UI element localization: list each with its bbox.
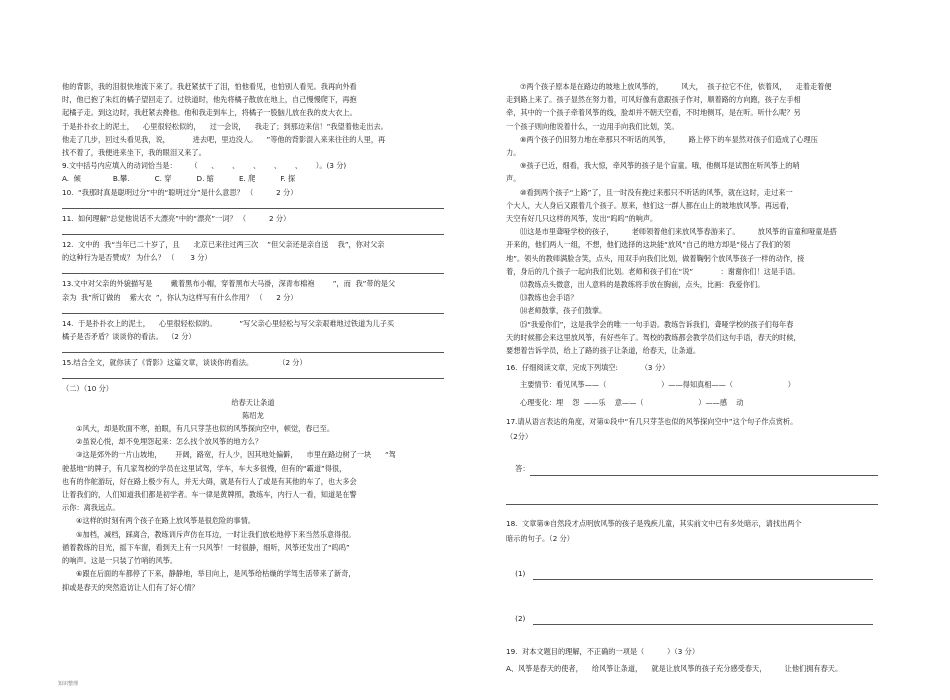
question-14: 14. 于是扑扑衣上的泥土， 心里很轻松似的。 ”写父亲心里轻松与写父亲艰难地过铁道为儿子买 — [62, 318, 395, 328]
text-line: 时，他已抱了朱红的橘子望回走了。过铁道时，他先将橘子散放在地上，自己慢慢爬下，再抱 — [62, 95, 357, 105]
paragraph-9-line: 声。 — [506, 174, 521, 184]
article-author: 陈绍龙 — [242, 410, 264, 420]
question-12: 12. 文中的 我“当年已二十岁了，且 北京已来往过两三次 ”但父亲还是亲自送 我”，你对父亲 — [62, 240, 385, 250]
question-9: 9.文中括号内应填入的动词恰当是： （ 、 、 、 、 、 ）。(3 分) — [62, 161, 347, 171]
paragraph-6-line: 抑或是春天的突然造访让人们有了好心情？ — [62, 582, 199, 592]
text-line: 起橘子走。到这边时，我赶紧去搀他。他和我走到车上，将橘子一股脑儿放在我的皮大衣上。 — [62, 108, 357, 118]
question-19: 19. 对本文题目的理解，不正确的一项是（ ）（3 分） — [506, 646, 700, 656]
paragraph-4: ④这样的时刻有两个孩子在路上放风筝是很危险的事情。 — [76, 516, 255, 526]
paragraph-7-line: 走到路上来了。孩子显然在努力着，可风好像有意跟孩子作对，顺着路的方向跑，孩子左手相 — [506, 95, 801, 105]
question-18-cont: 暗示的句子。（2 分） — [506, 534, 574, 544]
section-heading: （二）（10 分） — [62, 384, 113, 394]
answer-line[interactable] — [530, 466, 878, 476]
paragraph-3-line: 驶基地”的牌子，有几家驾校的学员在这里试驾，学车，车大多很慢，但有的“霸道”得很， — [62, 463, 347, 473]
paragraph-11-line: 地”。领头的教师满脸含笑，点头，用双手向我们比划，做着鞠躬个放风筝孩子一样的动作，接 — [506, 253, 805, 263]
question-13: 13.文中对父亲的外貌描写是 戴着黑布小帽，穿着黑布大马褂，深青布棉袍 ”，而 我”带的是父 — [62, 279, 396, 289]
question-18: 18. 文章第⑨自然段才点明放风筝的孩子是残疾儿童，其实前文中已有多处暗示，请找出两个 — [506, 518, 802, 528]
paragraph-3-line: 让着我们的，人们知道我们都是初学者。车一律是黄牌照，教练车，内行人一看，知道是在警 — [62, 490, 357, 500]
paragraph-7-line: 一个孩子则向他说着什么，一边用手向我们比划，笑。 — [506, 121, 679, 131]
paragraph-15-line: 天的时候都会来这里放风筝，有好些年了。驾校的教练都会教学员们这句手语，春天的时候， — [506, 332, 801, 342]
paragraph-13: ⒀教练也会手语？ — [520, 293, 578, 303]
paragraph-15-line: 要想着告诉学员，给上了路的孩子让条道，给春天，让条道。 — [506, 346, 701, 356]
paragraph-10-line: 个大人，大人身后又跟着几个孩子。原来，他们这一群人都在山上的坡地放风筝。再远看， — [506, 200, 794, 210]
answer-label: 答： — [515, 464, 530, 474]
paragraph-10-line: 天空有好几只这样的风筝，发出“呜呜”的响声。 — [506, 214, 658, 224]
answer-line[interactable] — [62, 343, 444, 353]
question-18-answer-2 — [506, 599, 878, 639]
paragraph-2: ②虽说心悦，却不免埋怨起来：怎么找个放风筝的地方么？ — [76, 437, 263, 447]
question-15: 15.结合全文，就你读了《背影》这篇文章，谈谈你的看法。 （2 分） — [62, 358, 307, 368]
question-16-mood: 心理变化：埋 怨 ——乐 意——（ ）——感 动 — [520, 397, 744, 407]
question-16-plot: 主要情节：看见风筝——（ ）——得知真相——（ ） — [520, 380, 795, 390]
paragraph-8: ⑧两个孩子仍旧努力地在牵那只不听话的风筝， 路上停下的车显然对孩子们造成了心理压 — [520, 134, 818, 144]
left-column — [62, 80, 444, 594]
question-11: 11. 如何理解“总觉他说话不大漂亮”中的“漂亮”一词？ （ 2 分） — [62, 213, 291, 223]
paragraph-11-line: 着，身后的几个孩子一起向我们比划。老师和孩子们在“说” ：谢谢你们！这是手语。 — [506, 266, 800, 276]
question-17-score: （2分） — [506, 432, 533, 442]
text-line: 他的背影，我的泪很快地流下来了。我赶紧拭干了泪，怕他看见，也怕别人看见。我再向外看 — [62, 82, 357, 91]
answer-line[interactable] — [533, 570, 873, 580]
right-column — [506, 80, 878, 675]
paragraph-5-line: 循着教练的目光，摇下车窗，看到天上有一只风筝！一时很静，细听，风筝还发出了“呜呜” — [62, 542, 350, 552]
page-footer: 知识整理 — [58, 681, 79, 687]
question-9-options: A. 倾 B.攀. C. 穿 D. 缩 E. 爬 F. 探 — [62, 174, 296, 184]
answer-line[interactable] — [62, 304, 444, 314]
answer-line[interactable] — [62, 225, 444, 235]
text-line: 找不着了，我便进来坐下，我的眼泪又来了。 — [62, 148, 206, 158]
answer-line[interactable] — [533, 615, 873, 625]
question-18-answer-1 — [506, 553, 878, 593]
question-19-option-a: A、风筝是春天的使者， 给风筝让条道， 就是让放风筝的孩子充分感受春天， 让他们拥有春天。 — [506, 663, 843, 673]
paragraph-10: ⑩看到两个孩子“上路”了，且一时没有挽过来那只不听话的风筝，就在这时，走过来一 — [520, 187, 793, 197]
paragraph-7-line: 牵，其中的一个孩子牵着风筝的线，脸却并不朝天空看，不时地侧耳，是在听。听什么呢？另 — [506, 108, 801, 118]
answer-line[interactable] — [506, 495, 878, 505]
paragraph-3-line: 也有的作舵游玩，好在路上极少有人，并无大碍，就是有行人了或是有其他的车了，也大多会 — [62, 476, 357, 486]
article-title: 给春天让条道 — [231, 397, 275, 407]
answer-line[interactable] — [62, 264, 444, 274]
question-10: 10. “我那时真是聪明过分”中的“聪明过分”是什么意思？ （ 2 分） — [62, 187, 298, 197]
paragraph-11: ⑾这是市里聋哑学校的孩子， 老师领着他们来放风筝春游来了。 放风筝的盲童和哑童是搭 — [520, 227, 837, 237]
paragraph-5-line: 的响声。这是一只装了竹哨的风筝。 — [62, 556, 178, 566]
paragraph-7: ⑦两个孩子原本是在路边的坡地上放风筝的， 风大， 孩子拉它不住，依着风， 走着走着便 — [520, 82, 832, 91]
question-16: 16. 仔细阅读文章，完成下列填空: （3 分） — [506, 363, 670, 373]
paragraph-11-line: 开来的，他们两人一组，不想，他们选择的这块能“放风”自己的地方却是“侵占了我们的领 — [506, 240, 791, 250]
paragraph-14: ⒁老师鼓掌，孩子们鼓掌。 — [520, 306, 607, 316]
text-line: 于是扑扑衣上的泥土， 心里很轻松似的， 过一会说， 我走了；到那边来信！”我望着他走出去。 — [62, 121, 388, 131]
question-13-cont: 亲为 我”所订做的 紫大衣 ”，你认为这样写有什么作用？ （ 2 分） — [62, 292, 298, 302]
answer-line[interactable] — [62, 199, 444, 209]
question-14-cont: 橘子是否矛盾？谈谈你的看法。 （2 分） — [62, 332, 196, 342]
question-17-answer-row — [506, 449, 878, 489]
answer-number: (1) — [515, 568, 526, 578]
answer-line[interactable] — [62, 369, 444, 379]
paragraph-9: ⑨孩子已近，细看，我大惊，牵风筝的孩子是个盲童。哦，他侧耳是试图在听风筝上的哨 — [520, 161, 800, 171]
paragraph-1: ①风大，却是吹面不寒，拍眼，有几只芽茎也似的风筝探向空中，顿觉，春已至。 — [76, 424, 335, 434]
question-12-cont: 的这种行为是否赞成？ 为什么？ （ 3 分） — [62, 253, 212, 263]
paragraph-3-line: 示你：离我远点。 — [62, 503, 120, 513]
text-line: 他走了几步，回过头看见我，说， 进去吧，里边没人。 ”等他的背影混入来来往往的人里，再 — [62, 134, 386, 144]
paragraph-5: ⑤加档，减档，踩离合，教练训斥声仿在耳边，一时让我们放松地停下来当然乐意得很。 — [76, 529, 356, 539]
paragraph-6: ⑥跟在后面的车都停了下来，静静地，举目向上，是风筝给枯燥的学驾生活带来了新奇， — [76, 569, 356, 579]
paragraph-12: ⑿教练点头微意，出人意料的是教练将手放在胸前，点头，比画：我爱你们。 — [520, 280, 765, 290]
paragraph-3: ③这是郊外的一片山坡地， 开阔，路宽，行人少，因其地处偏僻， 市里在路边树了一块 “驾 — [76, 450, 396, 460]
paragraph-15: ⒂“我爱你们”，这是我学会的唯一一句手语。教练告诉我们，聋哑学校的孩子们每年春 — [520, 319, 794, 329]
answer-number: (2) — [515, 614, 526, 624]
question-17: 17.请从语言表达的角度，对第①段中“有几只芽茎也似的风筝探向空中”这个句子作点赏析。 — [506, 416, 798, 426]
paragraph-8-line: 力。 — [506, 148, 521, 158]
